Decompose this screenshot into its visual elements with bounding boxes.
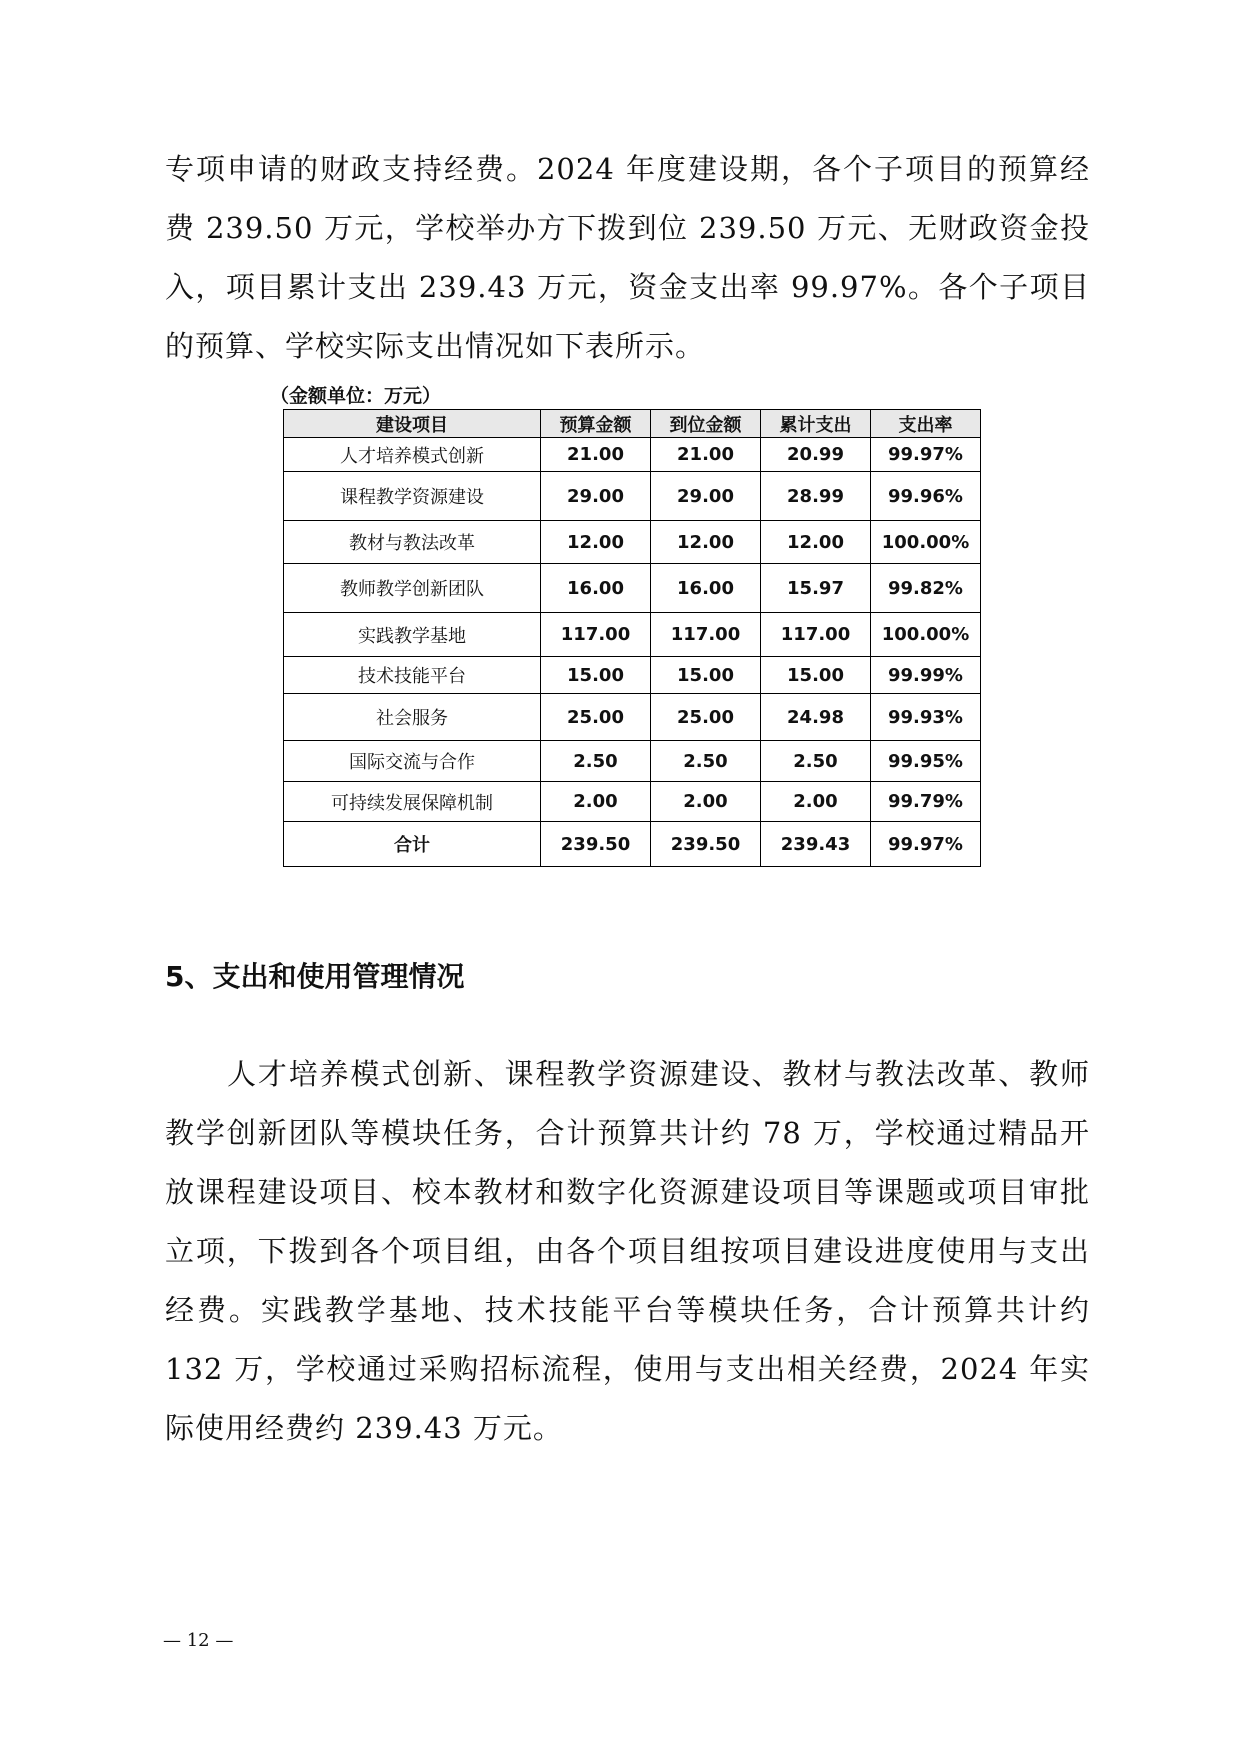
cell-rate: 99.96% bbox=[871, 472, 981, 521]
table-row bbox=[284, 657, 981, 694]
cell-rate: 100.00% bbox=[871, 521, 981, 564]
cell-spent: 24.98 bbox=[761, 694, 871, 741]
table-row bbox=[284, 564, 981, 613]
cell-budget: 29.00 bbox=[541, 472, 651, 521]
cell-total-label: 合计 bbox=[284, 822, 541, 867]
header-rate: 支出率 bbox=[871, 410, 981, 438]
cell-received: 2.00 bbox=[651, 782, 761, 822]
cell-project: 教材与教法改革 bbox=[284, 521, 541, 564]
cell-received: 2.50 bbox=[651, 741, 761, 782]
cell-received: 15.00 bbox=[651, 657, 761, 694]
table-unit-note: （金额单位：万元） bbox=[270, 385, 442, 407]
page-number: — 12 — bbox=[163, 1630, 234, 1651]
cell-project: 实践教学基地 bbox=[284, 613, 541, 657]
table-row bbox=[284, 782, 981, 822]
cell-total-budget: 239.50 bbox=[541, 822, 651, 867]
cell-spent: 12.00 bbox=[761, 521, 871, 564]
cell-rate: 99.79% bbox=[871, 782, 981, 822]
cell-budget: 117.00 bbox=[541, 613, 651, 657]
cell-received: 16.00 bbox=[651, 564, 761, 613]
cell-spent: 2.00 bbox=[761, 782, 871, 822]
cell-total-rate: 99.97% bbox=[871, 822, 981, 867]
cell-budget: 21.00 bbox=[541, 438, 651, 472]
cell-project: 技术技能平台 bbox=[284, 657, 541, 694]
cell-total-received: 239.50 bbox=[651, 822, 761, 867]
cell-budget: 12.00 bbox=[541, 521, 651, 564]
cell-spent: 15.00 bbox=[761, 657, 871, 694]
cell-rate: 100.00% bbox=[871, 613, 981, 657]
cell-spent: 20.99 bbox=[761, 438, 871, 472]
cell-received: 117.00 bbox=[651, 613, 761, 657]
section-paragraph: 人才培养模式创新、课程教学资源建设、教材与教法改革、教师教学创新团队等模块任务，合计预算共计约 78 万，学校通过精品开放课程建设项目、校本教材和数字化资源建设项目等课题或项目审批立项，下拨到各个项目组，由各个项目组按项目建设进度使用与支出经费。实践教学基地、技术技能平台等模块任务，合计预算共计约 132 万，学校通过采购招标流程，使用与支出相关经费，2024 年实际使用经费约 239.43 万元。 bbox=[165, 1057, 1090, 1445]
header-project: 建设项目 bbox=[284, 410, 541, 438]
cell-project: 教师教学创新团队 bbox=[284, 564, 541, 613]
cell-budget: 25.00 bbox=[541, 694, 651, 741]
cell-spent: 2.50 bbox=[761, 741, 871, 782]
table-row bbox=[284, 694, 981, 741]
header-budget: 预算金额 bbox=[541, 410, 651, 438]
cell-project: 国际交流与合作 bbox=[284, 741, 541, 782]
table-header-row bbox=[284, 410, 981, 438]
table-row bbox=[284, 521, 981, 564]
cell-rate: 99.97% bbox=[871, 438, 981, 472]
header-received: 到位金额 bbox=[651, 410, 761, 438]
cell-received: 12.00 bbox=[651, 521, 761, 564]
table-row bbox=[284, 472, 981, 521]
cell-budget: 15.00 bbox=[541, 657, 651, 694]
cell-project: 社会服务 bbox=[284, 694, 541, 741]
cell-received: 21.00 bbox=[651, 438, 761, 472]
table-total-row bbox=[284, 822, 981, 867]
cell-project: 人才培养模式创新 bbox=[284, 438, 541, 472]
cell-project: 课程教学资源建设 bbox=[284, 472, 541, 521]
cell-rate: 99.99% bbox=[871, 657, 981, 694]
cell-rate: 99.82% bbox=[871, 564, 981, 613]
cell-spent: 117.00 bbox=[761, 613, 871, 657]
cell-total-spent: 239.43 bbox=[761, 822, 871, 867]
cell-budget: 2.00 bbox=[541, 782, 651, 822]
table-row bbox=[284, 741, 981, 782]
table-row bbox=[284, 613, 981, 657]
cell-rate: 99.95% bbox=[871, 741, 981, 782]
cell-received: 29.00 bbox=[651, 472, 761, 521]
intro-paragraph: 专项申请的财政支持经费。2024 年度建设期，各个子项目的预算经费 239.50 万元，学校举办方下拨到位 239.50 万元、无财政资金投入，项目累计支出 239.43 万元，资金支出率 99.97%。各个子项目的预算、学校实际支出情况如下表所示。 bbox=[165, 152, 1090, 363]
section-heading: 5、支出和使用管理情况 bbox=[165, 960, 465, 993]
cell-rate: 99.93% bbox=[871, 694, 981, 741]
cell-spent: 15.97 bbox=[761, 564, 871, 613]
cell-budget: 16.00 bbox=[541, 564, 651, 613]
cell-budget: 2.50 bbox=[541, 741, 651, 782]
cell-received: 25.00 bbox=[651, 694, 761, 741]
budget-table bbox=[283, 409, 981, 867]
header-spent: 累计支出 bbox=[761, 410, 871, 438]
cell-spent: 28.99 bbox=[761, 472, 871, 521]
cell-project: 可持续发展保障机制 bbox=[284, 782, 541, 822]
table-row bbox=[284, 438, 981, 472]
